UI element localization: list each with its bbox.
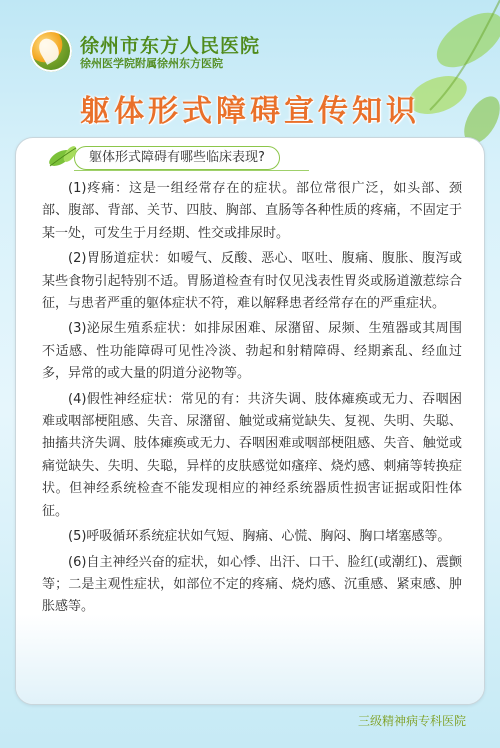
hospital-subtitle: 徐州医学院附属徐州东方医院 (80, 57, 223, 70)
content-card (15, 137, 485, 705)
hospital-name: 徐州市东方人民医院 (80, 35, 261, 57)
poster-header (0, 0, 500, 150)
symptom-paragraph-autonomic: (6)自主神经兴奋的症状，如心悸、出汗、口干、脸红(或潮红)、震颤等；二是主观性症状，如部位不定的疼痛、烧灼感、沉重感、紧束感、肿胀感等。 (42, 554, 462, 615)
symptom-paragraph-pseudoneuro: (4)假性神经症状：常见的有：共济失调、肢体瘫痪或无力、吞咽困难或咽部梗阻感、失音、尿潴留、触觉或痛觉缺失、复视、失明、失聪、抽搐共济失调、肢体瘫痪或无力、吞咽困难或咽部梗阻感、失音、触觉或痛觉缺失、失明、失聪，异样的皮肤感觉如瘙痒、烧灼感、刺痛等转换症状。但神经系统检查不能发现相应的神经系统器质性损害证据或阳性体征。 (42, 391, 462, 519)
poster-title: 躯体形式障碍宣传知识 (80, 94, 420, 129)
symptom-paragraph-gastro: (2)胃肠道症状：如嗳气、反酸、恶心、呕吐、腹痛、腹胀、腹泻或某些食物引起特别不适。胃肠道检查有时仅见浅表性胃炎或肠道激惹综合征，与患者严重的躯体症状不符，难以解释患者经常存在的严重症状。 (42, 251, 462, 312)
symptom-paragraph-urogenital: (3)泌尿生殖系症状：如排尿困难、尿潴留、尿频、生殖器或其周围不适感、性功能障碍可见性冷淡、勃起和射精障碍、经期紊乱、经血过多，异常的或大量的阴道分泌物等。 (42, 321, 462, 382)
leaf-icon (46, 144, 82, 170)
department-label: 三级精神病专科医院 (357, 714, 466, 728)
question-underline (74, 170, 309, 171)
question-heading: 躯体形式障碍有哪些临床表现? (74, 146, 280, 170)
symptom-list (42, 178, 462, 622)
symptom-paragraph-respiratory: (5)呼吸循环系统症状如气短、胸痛、心慌、胸闷、胸口堵塞感等。 (68, 529, 451, 545)
hospital-logo-icon (30, 30, 72, 72)
symptom-paragraph-pain: (1)疼痛：这是一组经常存在的症状。部位常很广泛，如头部、颈部、腹部、背部、关节、四肢、胸部、直肠等各种性质的疼痛，不固定于某一处，可发生于月经期、性交或排尿时。 (42, 181, 462, 241)
